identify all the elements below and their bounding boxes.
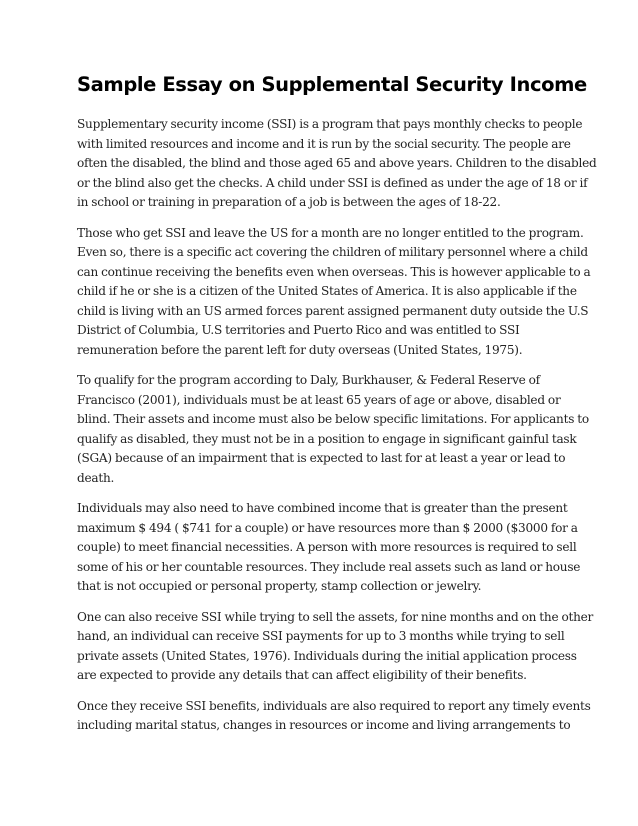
- paragraph-line: Supplementary security income (SSI) is a program that pays monthly checks to people: [77, 117, 583, 131]
- paragraph: [77, 608, 594, 686]
- paragraph-line: District of Columbia, U.S territories and Puerto Rico and was entitled to SSI: [77, 323, 520, 337]
- paragraph-line: child if he or she is a citizen of the United States of America. It is also applicable if the: [77, 284, 577, 298]
- document-body: [77, 72, 597, 747]
- paragraph-line: can continue receiving the benefits even when overseas. This is however applicable to a: [77, 264, 591, 279]
- paragraph-line: child is living with an US armed forces parent assigned permanent duty outside the U.S: [77, 303, 589, 318]
- paragraph-line: maximum $ 494 ( $741 for a couple) or have resources more than $ 2000 ($3000 for a: [77, 520, 578, 535]
- paragraph-line: private assets (United States, 1976). Individuals during the initial application process: [77, 648, 577, 663]
- paragraph-line: Those who get SSI and leave the US for a month are no longer entitled to the program.: [77, 225, 584, 240]
- paragraph-line: with limited resources and income and it is run by the social security. The people are: [77, 136, 571, 151]
- paragraph-line: are expected to provide any details that can affect eligibility of their benefits.: [77, 668, 527, 682]
- paragraph: [77, 371, 589, 488]
- paragraph-line: in school or training in preparation of a job is between the ages of 18-22.: [77, 195, 501, 209]
- paragraph-line: Francisco (2001), individuals must be at least 65 years of age or above, disabled or: [77, 392, 561, 407]
- paragraph-line: One can also receive SSI while trying to sell the assets, for nine months and on the other: [77, 609, 594, 624]
- paragraph-line: often the disabled, the blind and those aged 65 and above years. Children to the disabled: [77, 156, 597, 170]
- paragraph-line: blind. Their assets and income must also be below specific limitations. For applicants to: [77, 412, 589, 426]
- paragraph: [77, 224, 591, 361]
- paragraph-line: some of his or her countable resources. They include real assets such as land or house: [77, 559, 581, 574]
- paragraph-line: death.: [77, 470, 115, 485]
- paragraph-line: hand, an individual can receive SSI payments for up to 3 months while trying to sell: [77, 629, 565, 643]
- paragraph: [77, 115, 597, 213]
- paragraph-line: couple) to meet financial necessities. A person with more resources is required to sell: [77, 540, 577, 554]
- paragraph-line: that is not occupied or personal property, stamp collection or jewelry.: [77, 579, 482, 593]
- paragraph-line: or the blind also get the checks. A child under SSI is defined as under the age of 18 or if: [77, 175, 588, 190]
- paragraph: [77, 697, 591, 736]
- paragraph-line: Individuals may also need to have combined income that is greater than the present: [77, 501, 568, 515]
- paragraph-line: Once they receive SSI benefits, individuals are also required to report any timely events: [77, 698, 591, 713]
- paragraph-line: qualify as disabled, they must not be in a position to engage in significant gainful task: [77, 431, 577, 446]
- paragraph-line: Even so, there is a specific act covering the children of military personnel where a child: [77, 245, 588, 259]
- paragraph-line: (SGA) because of an impairment that is expected to last for at least a year or lead to: [77, 451, 566, 465]
- document-title: Sample Essay on Supplemental Security Income: [77, 73, 587, 96]
- paragraph: [77, 499, 581, 597]
- paragraph-line: To qualify for the program according to Daly, Burkhauser, & Federal Reserve of: [77, 373, 540, 387]
- paragraph-line: including marital status, changes in resources or income and living arrangements to: [77, 718, 571, 732]
- paragraph-line: remuneration before the parent left for duty overseas (United States, 1975).: [77, 342, 523, 357]
- paragraph-list: [77, 115, 597, 736]
